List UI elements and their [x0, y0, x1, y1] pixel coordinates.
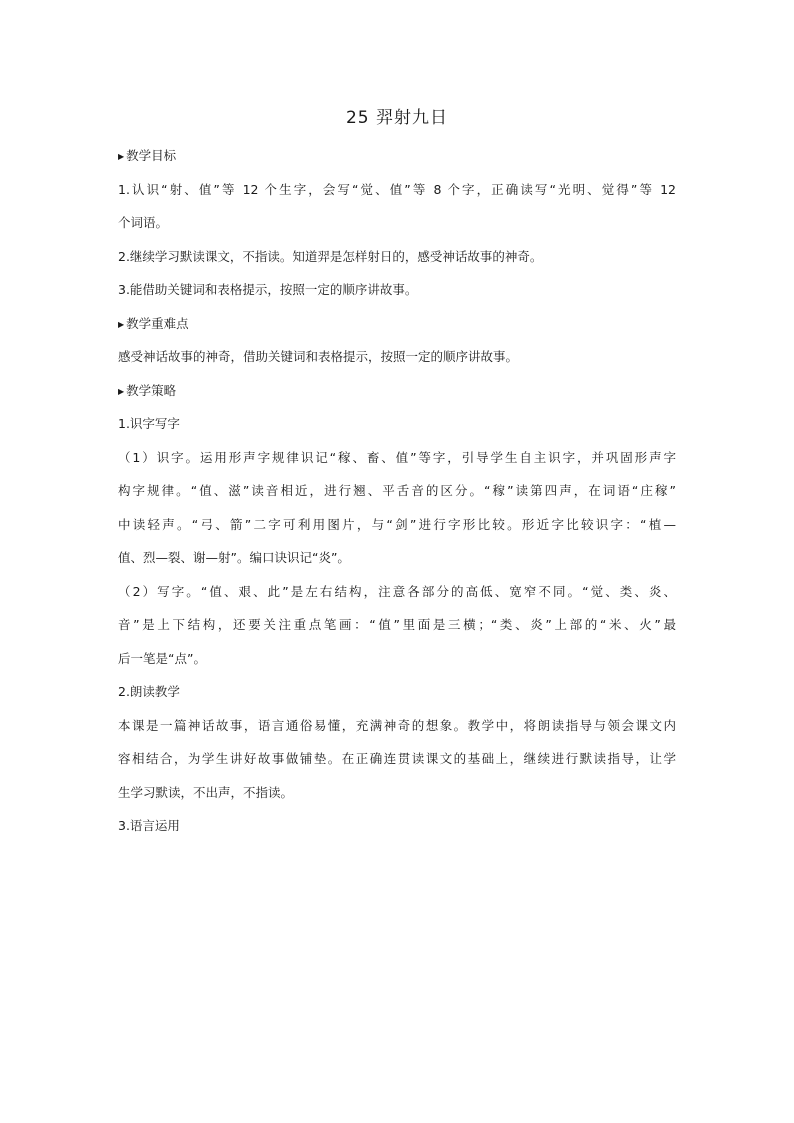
difficulties-text: 感受神话故事的神奇，借助关键词和表格提示，按照一定的顺序讲故事。	[118, 349, 519, 364]
section-heading-label: 教学重难点	[126, 315, 189, 331]
strategy-2-line: 容相结合，为学生讲好故事做铺垫。在正确连贯读课文的基础上，继续进行默读指导，让学	[118, 751, 676, 766]
strategy-1-para-1-line: 值、烈—裂、谢—射”。编口诀识记“炎”。	[118, 550, 350, 565]
strategy-1-para-2-line: 后一笔是“点”。	[118, 650, 206, 666]
strategy-1-para-1-line: （1）识字。运用形声字规律识记“稼、畜、值”等字，引导学生自主识字，并巩固形声字	[118, 449, 676, 465]
document-body	[118, 104, 676, 850]
triangle-bullet-icon: ▶	[118, 386, 125, 396]
strategy-1-para-1-line: 中读轻声。“弓、箭”二字可利用图片，与“剑”进行字形比较。形近字比较识字：“植—	[118, 516, 676, 532]
section-heading-goals	[118, 146, 676, 166]
section-heading-difficulties	[118, 314, 676, 334]
strategy-1-title: 1.识字写字	[118, 416, 180, 431]
section-heading-strategies	[118, 381, 676, 401]
page-title: 25 羿射九日	[345, 108, 449, 128]
section-heading-label: 教学策略	[126, 382, 177, 398]
strategy-2-line: 本课是一篇神话故事，语言通俗易懂，充满神奇的想象。教学中，将朗读指导与领会课文内	[118, 717, 676, 733]
strategy-3-title: 3.语言运用	[118, 818, 180, 833]
strategy-2-line: 生学习默读，不出声，不指读。	[118, 784, 294, 800]
strategy-1-para-1-line: 构字规律。“值、滋”读音相近，进行翘、平舌音的区分。“稼”读第四声，在词语“庄稼”	[118, 483, 676, 498]
goal-3: 3.能借助关键词和表格提示，按照一定的顺序讲故事。	[118, 282, 418, 297]
goal-1-line-2: 个词语。	[118, 215, 169, 230]
goal-2: 2.继续学习默读课文，不指读。知道羿是怎样射日的，感受神话故事的神奇。	[118, 248, 543, 264]
strategy-1-para-2-line: （2）写字。“值、艰、此”是左右结构，注意各部分的高低、宽窄不同。“觉、类、炎、	[118, 583, 676, 599]
section-heading-label: 教学目标	[126, 148, 177, 163]
strategy-2-title: 2.朗读教学	[118, 684, 180, 699]
triangle-bullet-icon: ▶	[118, 319, 125, 329]
strategy-1-para-2-line: 音”是上下结构，还要关注重点笔画：“值”里面是三横；“类、炎”上部的“米、火”最	[118, 617, 676, 632]
triangle-bullet-icon: ▶	[118, 152, 125, 161]
goal-1-line-1: 1.认识“射、值”等 12 个生字，会写“觉、值”等 8 个字，正确读写“光明、觉得”等 12	[118, 181, 676, 197]
